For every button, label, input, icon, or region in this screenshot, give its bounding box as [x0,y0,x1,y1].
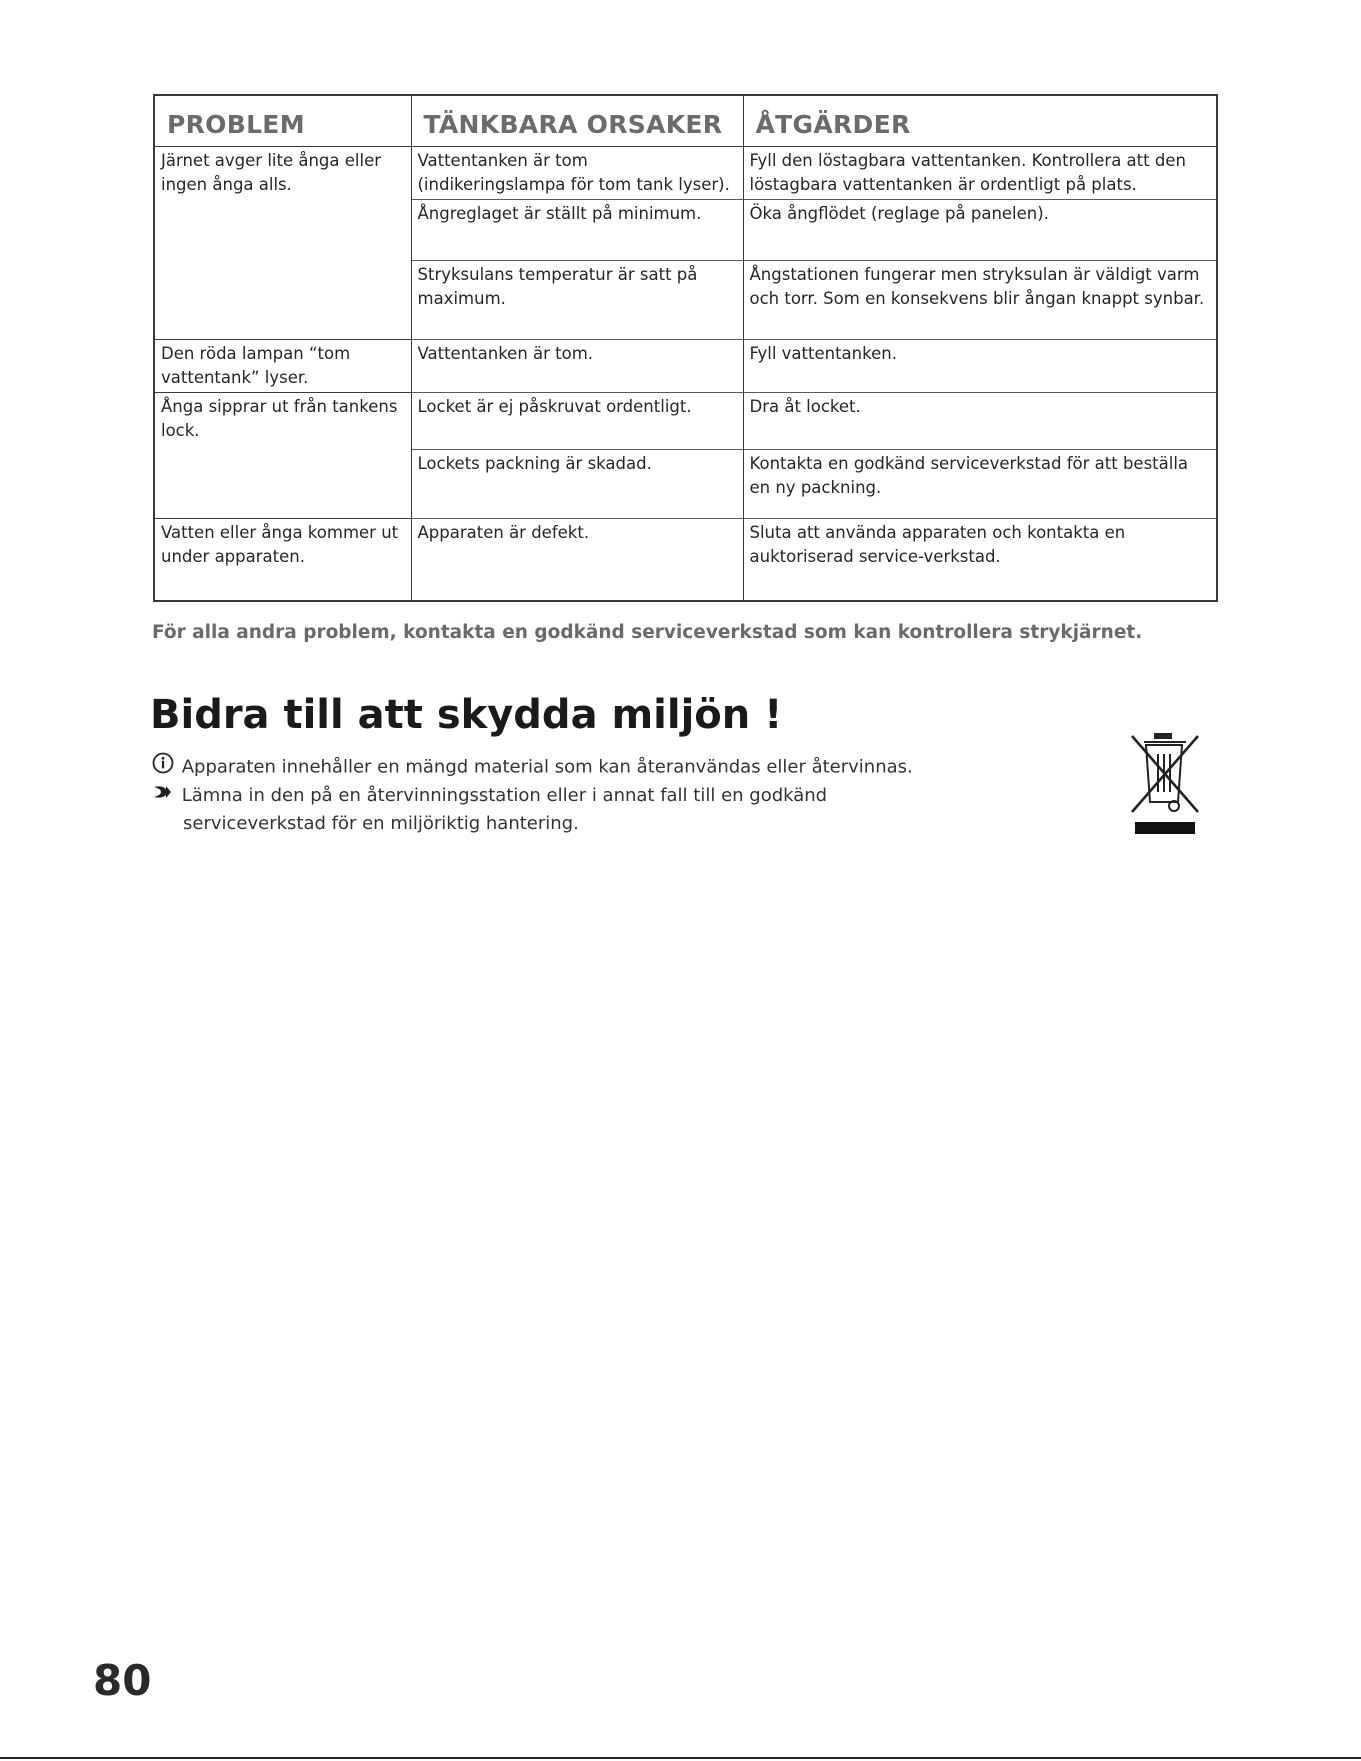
info-icon [152,752,176,783]
troubleshooting-table [153,94,1218,602]
action-cell: Fyll den löstagbara vattentanken. Kontrollera att den löstagbara vattentanken är ordentligt på plats. [743,147,1217,200]
table-row [154,340,1217,393]
header-causes: TÄNKBARA ORSAKER [411,95,743,147]
problem-cell: Ånga sipprar ut från tankens lock. [154,393,411,519]
cause-cell: Ångreglaget är ställt på minimum. [411,200,743,261]
cause-cell: Vattentanken är tom (indikeringslampa för tom tank lyser). [411,147,743,200]
header-problem: PROBLEM [154,95,411,147]
action-cell: Öka ångflödet (reglage på panelen). [743,200,1217,261]
action-cell: Kontakta en godkänd serviceverkstad för att beställa en ny packning. [743,450,1217,519]
cause-cell: Apparaten är defekt. [411,519,743,602]
page-number: 80 [93,1656,152,1705]
problem-cell: Den röda lampan “tom vattentank” lyser. [154,340,411,393]
crossed-out-wheelie-bin-icon [1128,730,1202,838]
problem-cell: Vatten eller ånga kommer ut under apparaten. [154,519,411,602]
table-row [154,147,1217,200]
problem-cell: Järnet avger lite ånga eller ingen ånga alls. [154,147,411,340]
environment-bullet [152,752,913,783]
table-row [154,519,1217,602]
table-header-row [154,95,1217,147]
action-cell: Dra åt locket. [743,393,1217,450]
bullet-continuation-text: serviceverkstad för en miljöriktig hantering. [183,813,579,834]
cause-cell: Locket är ej påskruvat ordentligt. [411,393,743,450]
action-cell: Fyll vattentanken. [743,340,1217,393]
environment-heading: Bidra till att skydda miljön ! [150,692,783,738]
bullet-text: Apparaten innehåller en mängd material som kan återanvändas eller återvinnas. [181,756,913,778]
action-cell: Sluta att använda apparaten och kontakta en auktoriserad service-verkstad. [743,519,1217,602]
bullet-text: Lämna in den på en återvinningsstation eller i annat fall till en godkänd [181,785,828,806]
cause-cell: Stryksulans temperatur är satt på maximum. [411,261,743,340]
header-actions: ÅTGÄRDER [743,95,1217,147]
environment-bullet [152,782,827,810]
table-row [154,393,1217,450]
service-note: För alla andra problem, kontakta en godkänd serviceverkstad som kan kontrollera strykjärnet. [152,622,1143,643]
bottom-rule [0,1757,1361,1759]
action-cell: Ångstationen fungerar men stryksulan är väldigt varm och torr. Som en konsekvens blir ångan knappt synbar. [743,261,1217,340]
cause-cell: Lockets packning är skadad. [411,450,743,519]
arrow-right-icon [152,782,176,810]
cause-cell: Vattentanken är tom. [411,340,743,393]
